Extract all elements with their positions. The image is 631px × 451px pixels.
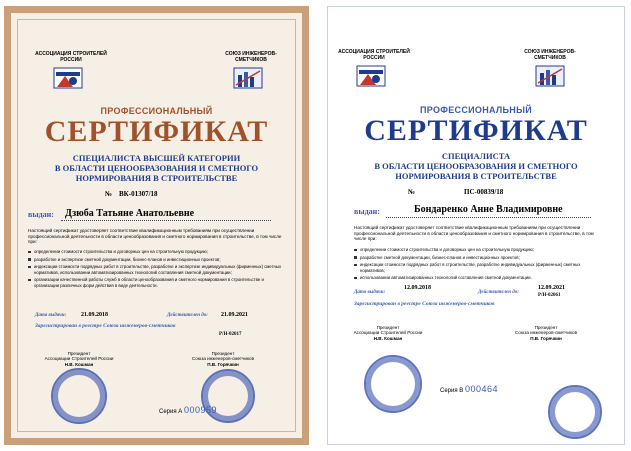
small-title: ПРОФЕССИОНАЛЬНЫЙ xyxy=(100,106,213,116)
subtitle-line: В ОБЛАСТИ ЦЕНООБРАЗОВАНИЯ И СМЕТНОГО xyxy=(54,163,259,173)
serial xyxy=(440,384,498,394)
serial-number: 000959 xyxy=(183,405,217,415)
sis-logo-icon xyxy=(535,65,565,87)
list-item: разработке сметной документации, бизнес-планов и инвестиционных проектов; xyxy=(354,255,602,260)
signature-left xyxy=(348,325,428,341)
date-label: Дата выдачи: xyxy=(35,313,67,318)
org-right-label: СОЮЗ ИНЖЕНЕРОВ-СМЕТЧИКОВ xyxy=(225,51,277,63)
number-label: № xyxy=(105,190,113,198)
issued-label: выдан: xyxy=(354,207,380,216)
list-item: индексации стоимости подрядных работ в строительстве, разработке индивидуальных (фирменных) сметных нормативов; xyxy=(354,262,602,272)
list-item: использовании автоматизированных технологий составления сметной документации. xyxy=(354,275,602,280)
stamp-icon xyxy=(364,355,422,413)
signature-name: Н.В. Кошман xyxy=(64,361,94,367)
subtitle-line: СПЕЦИАЛИСТА xyxy=(441,151,511,161)
registered-text: Зарегистрирован в реестре Союза инженеров-сметчиков xyxy=(35,323,176,329)
reg-number: Р/Н-02017 xyxy=(219,332,242,337)
bullet-list xyxy=(354,247,602,283)
valid-date: 12.09.2021 xyxy=(538,285,565,291)
number-label: № xyxy=(408,188,416,196)
signature-role: Президент xyxy=(376,325,400,330)
serial xyxy=(159,405,217,415)
stamp-icon xyxy=(51,368,107,424)
subtitle xyxy=(11,153,302,183)
org-left-label: АССОЦИАЦИЯ СТРОИТЕЛЕЙ РОССИИ xyxy=(35,51,107,63)
big-title: СЕРТИФИКАТ xyxy=(44,115,269,148)
sis-logo-icon xyxy=(233,67,263,89)
org-right-label: СОЮЗ ИНЖЕНЕРОВ-СМЕТЧИКОВ xyxy=(524,49,576,61)
org-left-label: АССОЦИАЦИЯ СТРОИТЕЛЕЙ РОССИИ xyxy=(338,49,410,61)
signature-name: П.В. Горячкин xyxy=(207,361,239,367)
issued-label: выдан: xyxy=(28,210,54,219)
list-item: организации качественной работы служб в области ценообразования и сметного нормирования в строительстве и организации различных форм действия в виде деятельности. xyxy=(28,277,283,287)
list-item: индексации стоимости подрядных работ в строительстве, разработке и экспертизе индивидуальных (фирменных) сметных нормативов, использовании автоматизированных технологий составления сметной документации; xyxy=(28,264,283,274)
signature-org: Ассоциации Строителей России xyxy=(353,330,423,336)
small-title: ПРОФЕССИОНАЛЬНЫЙ xyxy=(420,105,532,115)
intro-text: Настоящий сертификат удостоверяет соответствие квалификационным требованиям при осуществлении профессиональной деятельности в области ценообразования и сметного нормирования в строительстве, в том числе при: xyxy=(354,225,594,242)
name-underline xyxy=(386,217,591,218)
subtitle xyxy=(328,151,624,181)
name-underline xyxy=(61,220,271,221)
signature-org: Ассоциации Строителей России xyxy=(44,356,114,362)
serial-label: Серия А xyxy=(159,409,183,415)
list-item: разработке и экспертизе сметной документации, бизнес-планов и инвестиционных проектов; xyxy=(28,257,283,262)
holder-name: Дзюба Татьяне Анатольевне xyxy=(65,208,195,219)
intro-text: Настоящий сертификат удостоверяет соответствие квалификационным требованиям при осуществлении профессиональной деятельности в области ценообразования и сметного нормирования в строительстве, в том числе при: xyxy=(28,228,282,245)
list-item: определении стоимости строительства и договорных цен на строительную продукцию; xyxy=(354,247,602,252)
asr-logo-icon xyxy=(356,65,386,87)
certificate-right xyxy=(327,6,625,445)
certificate-number: ПС-00839/18 xyxy=(464,188,504,196)
signature-right xyxy=(183,351,263,367)
issue-date: 12.09.2018 xyxy=(404,285,431,291)
reg-number: Р/Н-02061 xyxy=(538,293,561,298)
subtitle-line: В ОБЛАСТИ ЦЕНООБРАЗОВАНИЯ И СМЕТНОГО xyxy=(374,161,578,171)
list-item: определении стоимости строительства и договорных цен на строительную продукцию; xyxy=(28,249,283,254)
signature-role: Президент xyxy=(211,351,235,356)
signature-left xyxy=(39,351,119,367)
subtitle-line: НОРМИРОВАНИЯ В СТРОИТЕЛЬСТВЕ xyxy=(75,173,238,183)
signature-name: П.В. Горячкин xyxy=(530,335,562,341)
asr-logo-icon xyxy=(53,67,83,89)
valid-label: Действителен до: xyxy=(167,313,208,318)
registered-text: Зарегистрирован в реестре Союза инженеров-сметчиков xyxy=(354,301,495,307)
valid-label: Действителен до: xyxy=(478,290,519,295)
signature-role: Президент xyxy=(534,325,558,330)
bullet-list xyxy=(28,249,283,290)
serial-number: 000464 xyxy=(464,384,498,394)
serial-label: Серия В xyxy=(440,388,464,394)
certificate-number: ВК-01307/18 xyxy=(119,190,158,198)
subtitle-line: НОРМИРОВАНИЯ В СТРОИТЕЛЬСТВЕ xyxy=(395,171,557,181)
signature-org: Союза инженеров-сметчиков xyxy=(514,330,578,336)
big-title: СЕРТИФИКАТ xyxy=(364,114,588,147)
holder-name: Бондаренко Анне Владимировне xyxy=(414,204,563,215)
signature-name: Н.В. Кошман xyxy=(373,335,403,341)
issue-date: 21.09.2018 xyxy=(81,312,108,318)
signature-role: Президент xyxy=(67,351,91,356)
date-label: Дата выдачи: xyxy=(354,290,386,295)
certificate-left xyxy=(4,6,309,445)
signature-right xyxy=(506,325,586,341)
signature-org: Союза инженеров-сметчиков xyxy=(191,356,255,362)
subtitle-line: СПЕЦИАЛИСТА ВЫСШЕЙ КАТЕГОРИИ xyxy=(72,153,241,163)
stamp-icon xyxy=(548,385,602,439)
valid-date: 21.09.2021 xyxy=(221,312,248,318)
